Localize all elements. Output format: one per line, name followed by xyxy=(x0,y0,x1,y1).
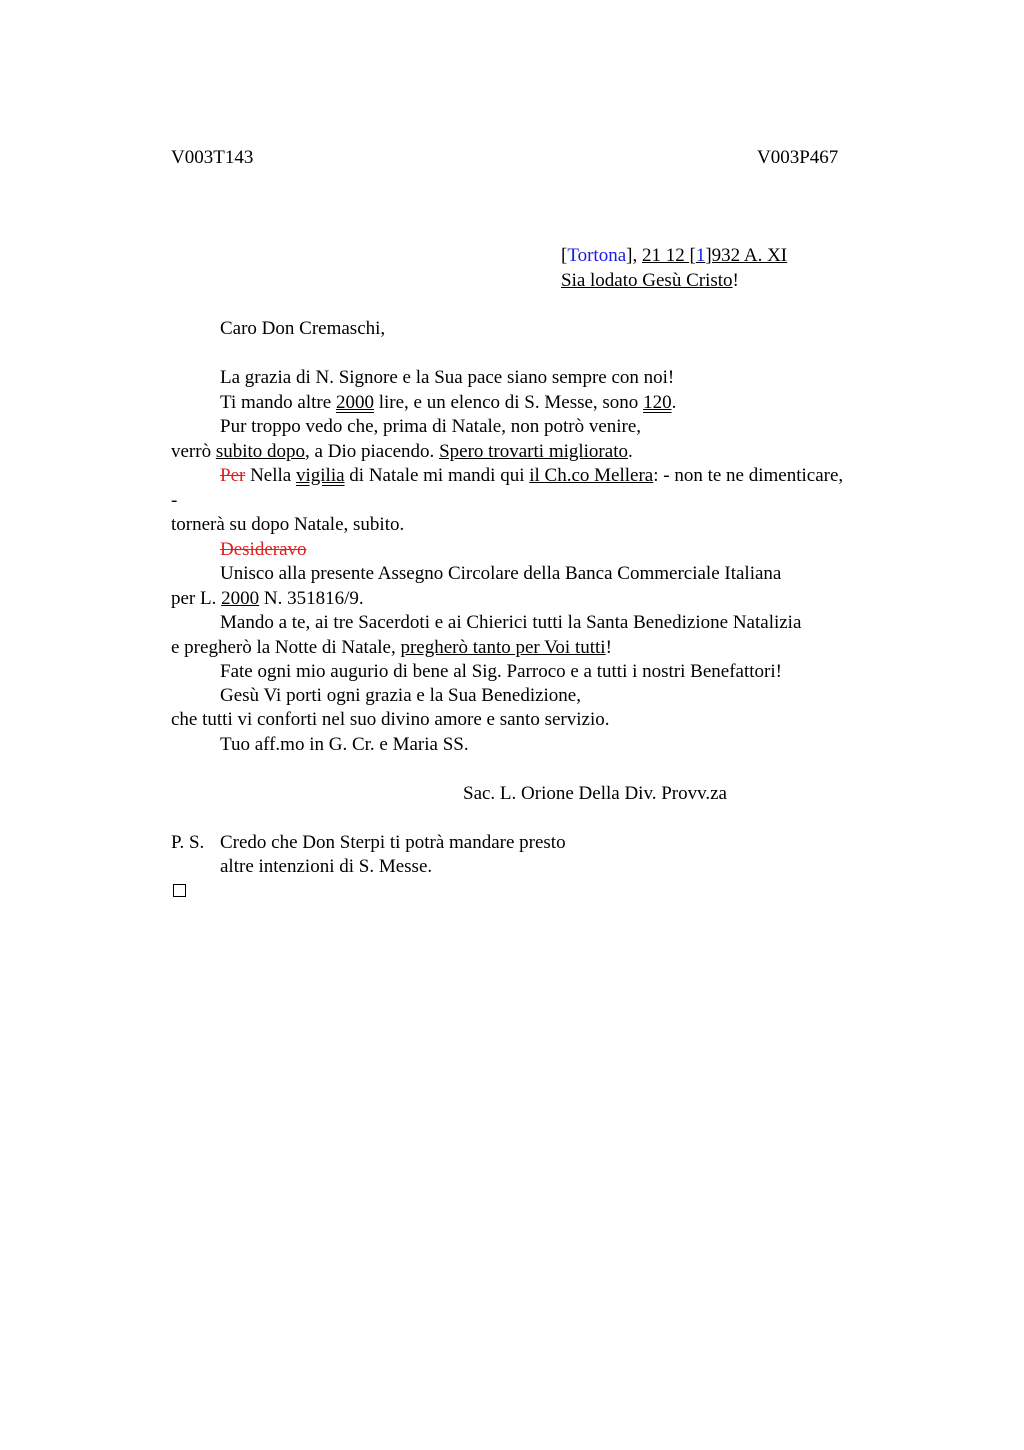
text-span: di Natale mi mandi qui xyxy=(344,465,530,486)
dateline-year-fix: 1 xyxy=(695,245,706,266)
amount-2000: 2000 xyxy=(335,392,374,413)
text-span: Nella xyxy=(245,465,296,486)
dateline-date xyxy=(642,245,787,266)
body-line-2 xyxy=(220,392,676,414)
pious-salutation-text: Sia lodato Gesù Cristo xyxy=(561,270,733,291)
body-line-7: tornerà su dopo Natale, subito. xyxy=(171,514,405,535)
ps-label: P. S. xyxy=(171,832,205,853)
text-span: lire, e un elenco di S. Messe, sono xyxy=(373,392,644,413)
text-span: verrò xyxy=(171,441,216,462)
dateline-close-bracket: ], xyxy=(626,245,642,266)
signature: Sac. L. Orione Della Div. Provv.za xyxy=(463,783,727,804)
body-line-6: - xyxy=(171,490,178,511)
double-underlined-word: vigilia xyxy=(295,465,345,486)
underlined-phrase: il Ch.co Mellera xyxy=(529,465,654,486)
struck-word: Per xyxy=(220,465,246,486)
underlined-phrase: pregherò tanto per Voi tutti xyxy=(400,637,606,658)
document-code-left: V003T143 xyxy=(171,147,254,168)
body-line-9: Unisco alla presente Assegno Circolare della Banca Commerciale Italiana xyxy=(220,563,782,584)
pious-salutation xyxy=(561,270,739,292)
text-span: N. 351816/9. xyxy=(259,588,364,609)
greeting: Caro Don Cremaschi, xyxy=(220,318,386,339)
ps-line-2: altre intenzioni di S. Messe. xyxy=(220,856,433,877)
closing-line: Tuo aff.mo in G. Cr. e Maria SS. xyxy=(220,734,469,755)
text-span: ! xyxy=(605,637,612,658)
text-span: . xyxy=(671,392,677,413)
body-line-15: che tutti vi conforti nel suo divino amore e santo servizio. xyxy=(171,709,610,730)
pious-salutation-end: ! xyxy=(732,270,739,291)
dateline-place: Tortona xyxy=(567,245,627,266)
dateline-year-rest: ]932 A. XI xyxy=(705,245,788,266)
text-span: per L. xyxy=(171,588,222,609)
body-line-12 xyxy=(171,637,612,659)
text-span: Ti mando altre xyxy=(220,392,336,413)
text-span: : - non te ne dimenticare, xyxy=(653,465,844,486)
count-120: 120 xyxy=(643,392,672,413)
body-line-4 xyxy=(171,441,633,463)
underlined-phrase: Spero trovarti migliorato xyxy=(439,441,628,462)
body-line-5 xyxy=(220,465,843,487)
body-line-10 xyxy=(171,588,364,610)
body-line-13: Fate ogni mio augurio di bene al Sig. Parroco e a tutti i nostri Benefattori! xyxy=(220,661,782,682)
dateline xyxy=(561,245,787,267)
dateline-open-bracket: [ xyxy=(561,245,568,266)
underlined-phrase: subito dopo xyxy=(215,441,306,462)
dateline-date-part: 21 12 [ xyxy=(641,245,696,266)
text-span: , a Dio piacendo. xyxy=(305,441,440,462)
ps-line-1: Credo che Don Sterpi ti potrà mandare presto xyxy=(220,832,566,853)
body-line-1: La grazia di N. Signore e la Sua pace siano sempre con noi! xyxy=(220,367,675,388)
body-line-11: Mando a te, ai tre Sacerdoti e ai Chierici tutti la Santa Benedizione Natalizia xyxy=(220,612,802,633)
checkbox-icon xyxy=(173,884,186,897)
body-line-14: Gesù Vi porti ogni grazia e la Sua Benedizione, xyxy=(220,685,581,706)
text-span: . xyxy=(627,441,633,462)
body-line-3: Pur troppo vedo che, prima di Natale, non potrò venire, xyxy=(220,416,642,437)
document-code-right: V003P467 xyxy=(757,147,839,168)
struck-line: Desideravo xyxy=(220,539,307,560)
text-span: e pregherò la Notte di Natale, xyxy=(171,637,401,658)
amount-2000: 2000 xyxy=(221,588,260,609)
